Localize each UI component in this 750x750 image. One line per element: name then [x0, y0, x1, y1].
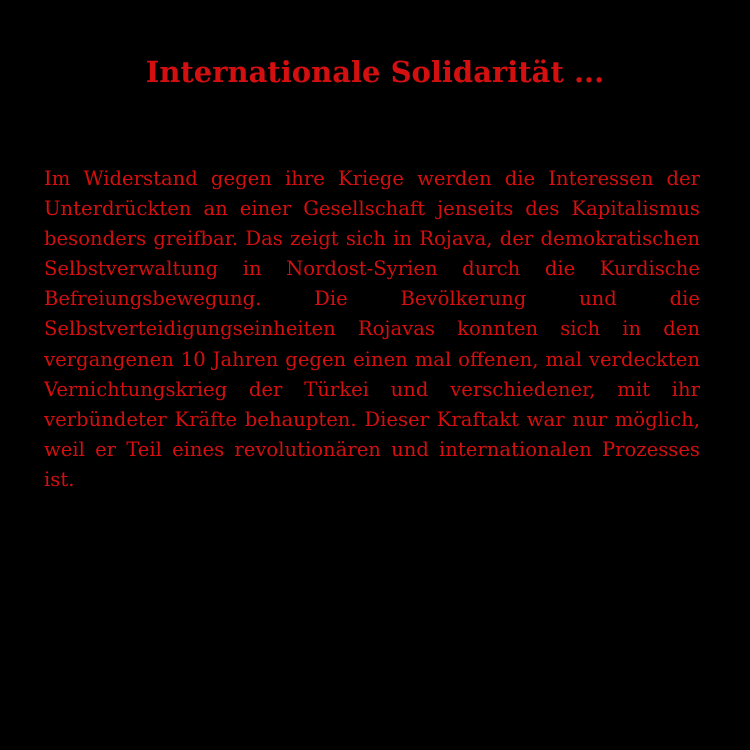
headline: Internationale Solidarität ...	[145, 55, 605, 89]
body-paragraph: Im Widerstand gegen ihre Kriege werden die Interessen der Unterdrückten an einer Gesellschaft jenseits des Kapitalismus besonders greifbar. Das zeigt sich in Rojava, der demokratischen Selbstverwaltung in Nordost-Syrien durch die Kurdische Befreiungsbewegung. Die Bevölkerung und die Selbstverteidigungseinheiten Rojavas konnten sich in den vergangenen 10 Jahren gegen einen mal offenen, mal verdeckten Vernichtungskrieg der Türkei und verschiedener, mit ihr verbündeter Kräfte behaupten. Dieser Kraftakt war nur möglich, weil er Teil eines revolutionären und internationalen Prozesses ist.	[44, 167, 700, 491]
